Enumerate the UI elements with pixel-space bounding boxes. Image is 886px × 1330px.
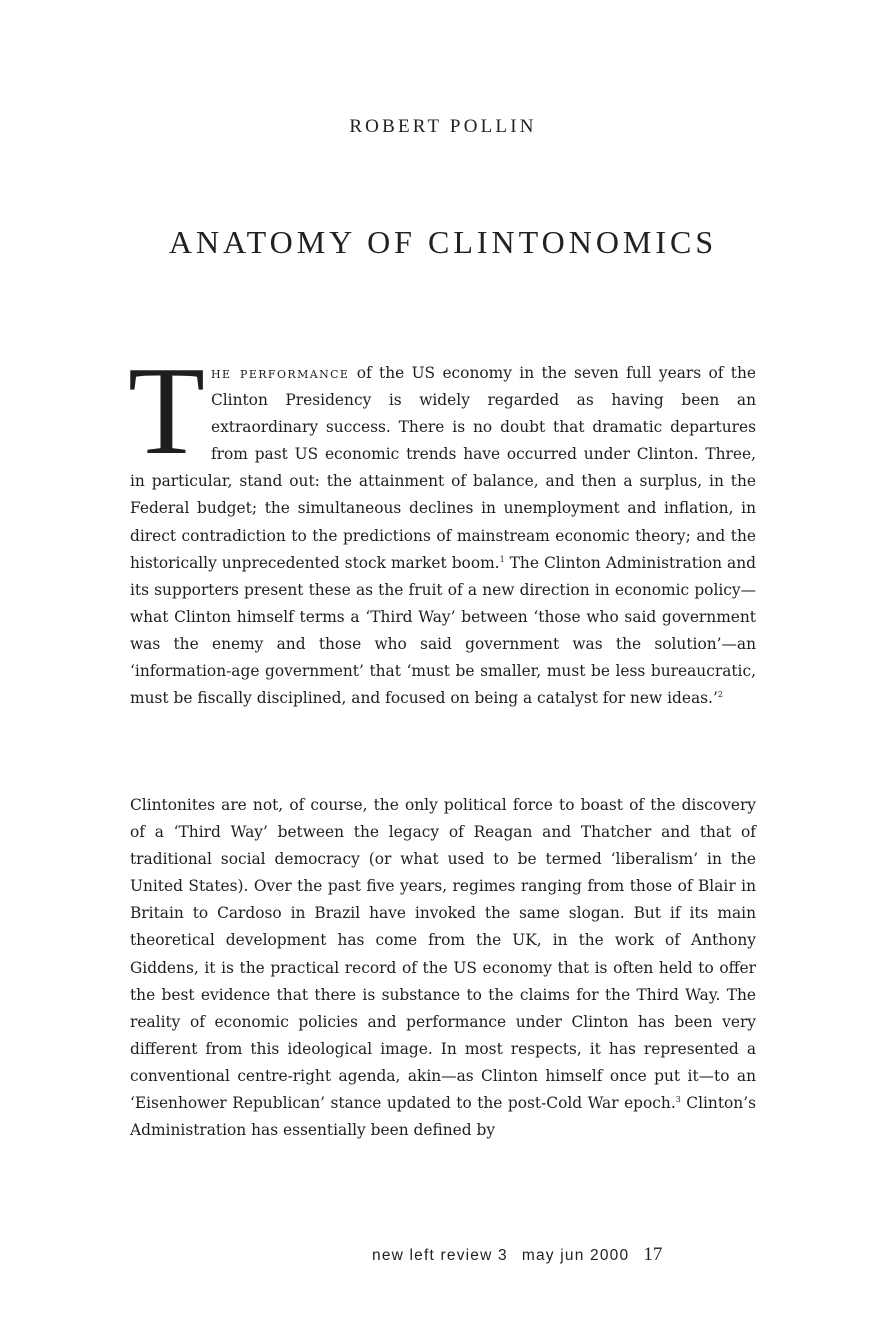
issue-date: may jun 2000 — [521, 1247, 630, 1264]
article-title: ANATOMY OF CLINTONOMICS — [168, 224, 718, 260]
paragraph-1-text-b: The Clinton Administration and its supporters present these as the fruit of a new direction in economic policy—what Clinton himself terms a ‘Third Way’ between ‘those who said government was the enemy and those who said government was the solution’—an ‘information-age government’ that ‘must be smaller, must be less bureaucratic, must be fiscally disciplined, and focused on being a catalyst for new ideas.’ — [130, 553, 756, 708]
footnote-ref-2[interactable]: 2 — [717, 690, 723, 700]
paragraph-2 — [130, 792, 756, 1144]
paragraph-2-text-b: Clinton’s Administration has essentially been defined by — [130, 1094, 756, 1140]
paragraph-1-text-a: of the US economy in the seven full years of the Clinton Presidency is widely regarded as having been an extraordinary success. There is no doubt that dramatic departures from past US economic trends have occurred under Clinton. Three, in particular, stand out: the attainment of balance, and then a surplus, in the Federal budget; the simultaneous declines in unemployment and inflation, in direct contradiction to the predictions of mainstream economic theory; and the historically unprecedented stock market boom. — [130, 364, 757, 572]
paragraph-2-text-a: Clintonites are not, of course, the only political force to boast of the discovery of a ‘Third Way’ between the legacy of Reagan and Thatcher and that of traditional social democracy (or what used to be termed ‘liberalism’ in the United States). Over the past five years, regimes ranging from those of Blair in Britain to Cardoso in Brazil have invoked the same slogan. But if its main theoretical development has come from the UK, in the work of Anthony Giddens, it is the practical record of the US economy that is often held to offer the best evidence that there is substance to the claims for the Third Way. The reality of economic policies and performance under Clinton has been very different from this ideological image. In most respects, it has represented a conventional centre-right agenda, akin—as Clinton himself once put it—to an ‘Eisenhower Republican’ stance updated to the post-Cold War epoch. — [130, 796, 756, 1113]
lead-in-smallcaps: he performance — [210, 364, 350, 382]
paragraph-1 — [128, 342, 757, 712]
drop-cap: T — [128, 342, 205, 481]
author-name: ROBERT POLLIN — [349, 116, 537, 137]
page-number: 17 — [643, 1244, 663, 1265]
journal-issue: new left review 3 — [372, 1247, 508, 1264]
footnote-ref-3[interactable]: 3 — [675, 1095, 681, 1105]
footnote-ref-1[interactable]: 1 — [499, 554, 505, 564]
page-footer — [372, 1244, 662, 1266]
